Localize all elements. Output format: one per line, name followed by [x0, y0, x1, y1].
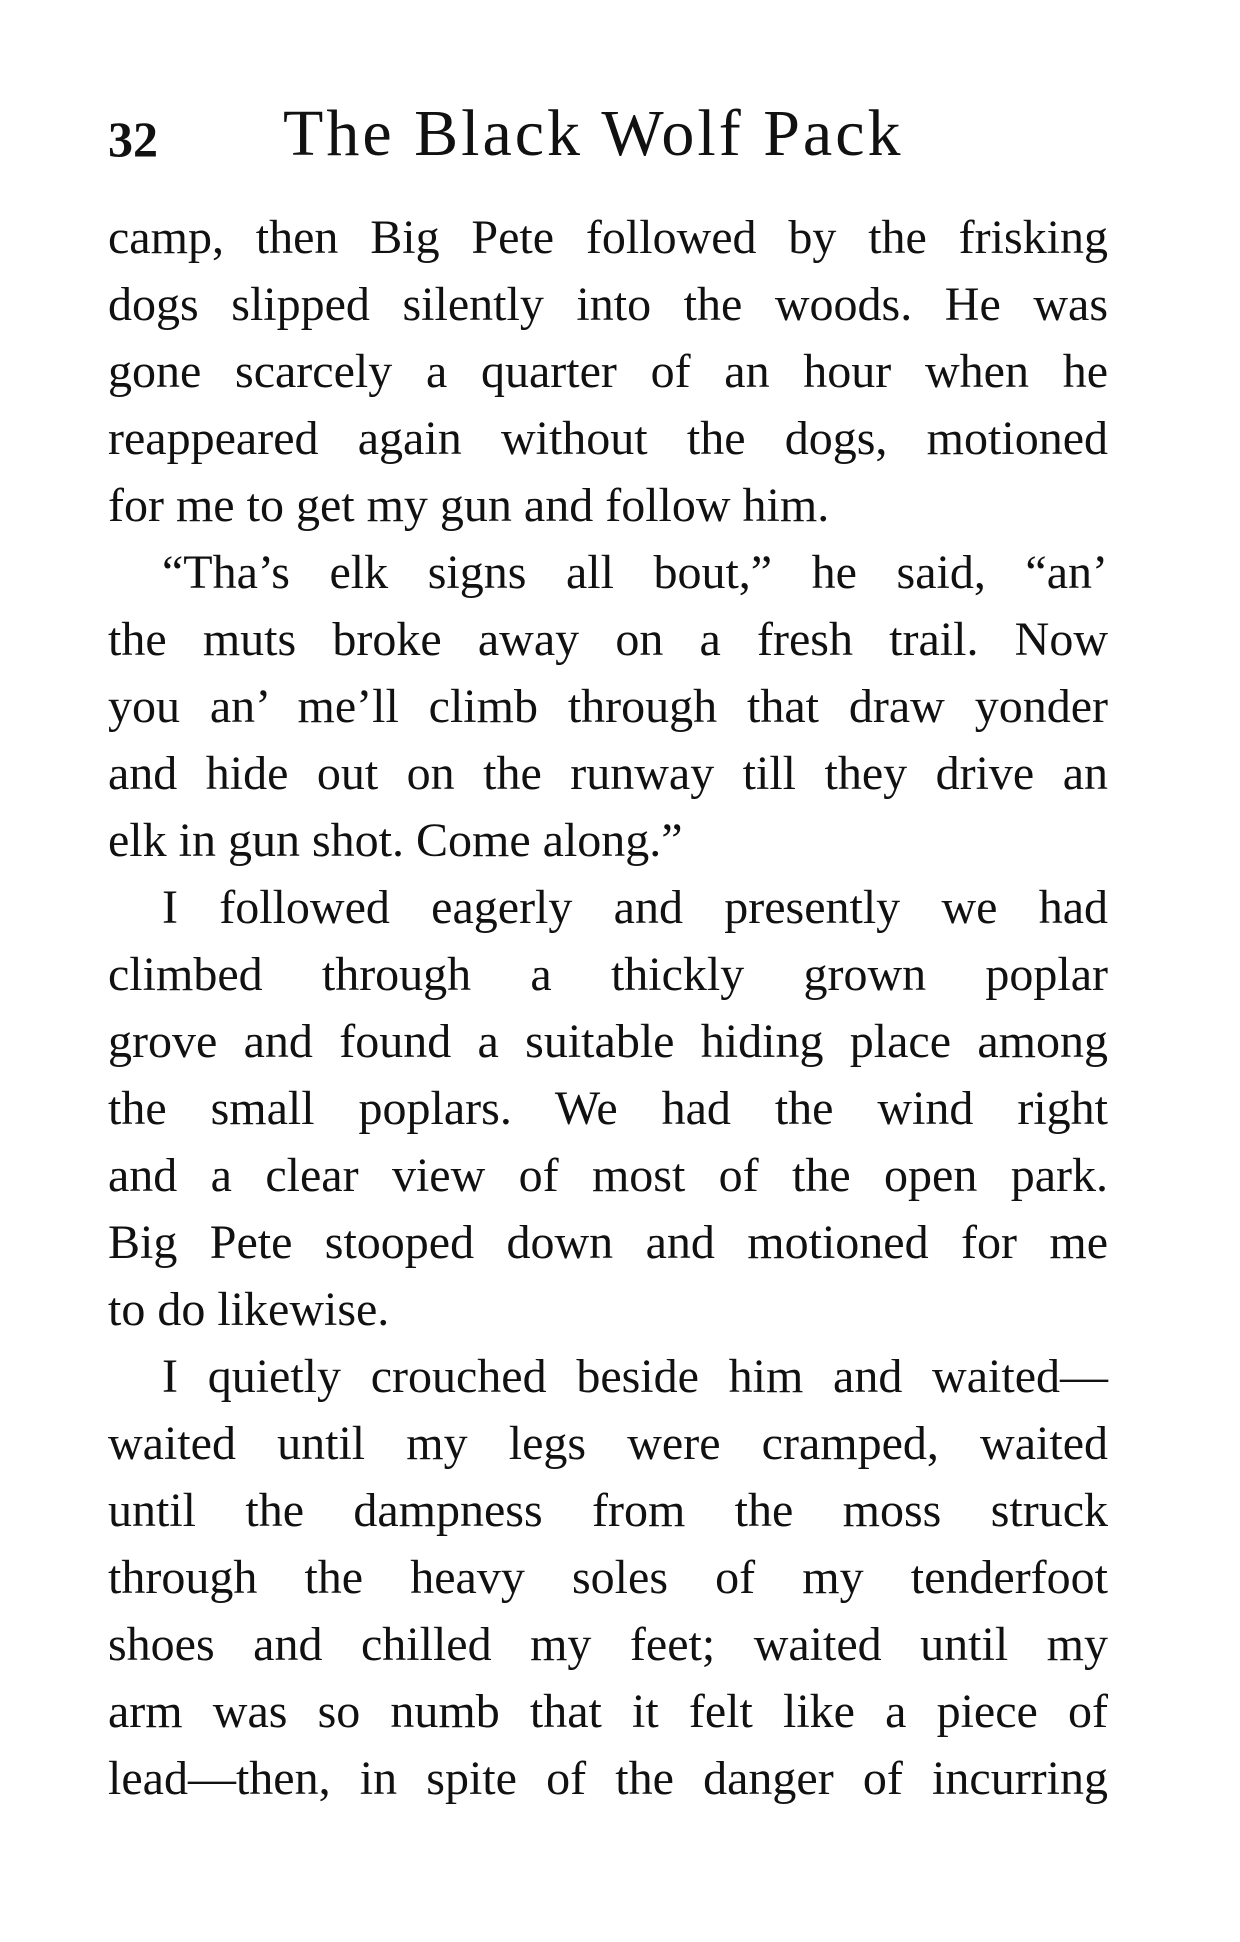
text-line: reappeared again without the dogs, motioned [108, 412, 1108, 465]
text-line: elk in gun shot. Come along.” [108, 814, 683, 867]
text-line: waited until my legs were cramped, waited [108, 1417, 1108, 1470]
text-line: the muts broke away on a fresh trail. Now [108, 613, 1108, 666]
text-line: and hide out on the runway till they drive an [108, 747, 1108, 800]
text-line: for me to get my gun and follow him. [108, 479, 830, 532]
text-line: to do likewise. [108, 1283, 390, 1336]
body-text [108, 204, 1108, 1812]
text-line: and a clear view of most of the open park. [108, 1149, 1108, 1202]
text-line: shoes and chilled my feet; waited until my [108, 1618, 1108, 1671]
paragraph [108, 204, 1108, 539]
running-title: The Black Wolf Pack [283, 97, 904, 170]
paragraph [108, 874, 1108, 1343]
text-line: I quietly crouched beside him and waited— [162, 1350, 1108, 1403]
page-number: 32 [108, 111, 158, 167]
paragraph [108, 1343, 1108, 1812]
text-line: the small poplars. We had the wind right [108, 1082, 1108, 1135]
text-line: camp, then Big Pete followed by the frisking [108, 211, 1108, 264]
text-line: grove and found a suitable hiding place among [108, 1015, 1108, 1068]
text-line: you an’ me’ll climb through that draw yonder [108, 680, 1108, 733]
paragraph [108, 539, 1108, 874]
text-line: through the heavy soles of my tenderfoot [108, 1551, 1108, 1604]
text-line: arm was so numb that it felt like a piece of [108, 1685, 1108, 1738]
text-line: dogs slipped silently into the woods. He was [108, 278, 1108, 331]
text-line: “Tha’s elk signs all bout,” he said, “an’ [162, 546, 1108, 599]
text-line: I followed eagerly and presently we had [162, 881, 1108, 934]
page-header [108, 96, 1108, 176]
text-line: Big Pete stooped down and motioned for me [108, 1216, 1108, 1269]
text-line: gone scarcely a quarter of an hour when he [108, 345, 1108, 398]
text-line: climbed through a thickly grown poplar [108, 948, 1108, 1001]
text-line: until the dampness from the moss struck [108, 1484, 1108, 1537]
text-line: lead—then, in spite of the danger of incurring [108, 1752, 1108, 1805]
